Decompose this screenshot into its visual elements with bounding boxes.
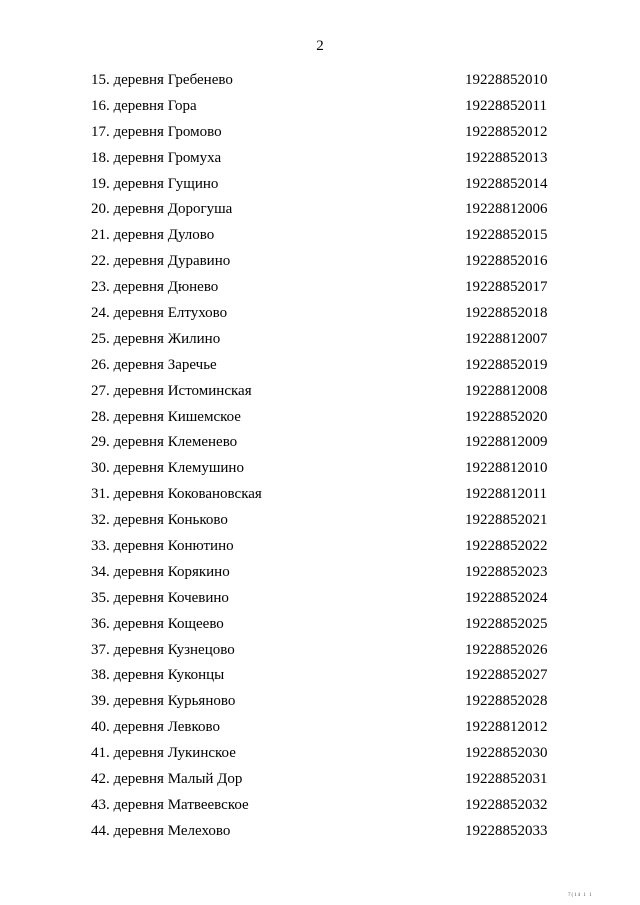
settlement-name: 37. деревня Кузнецово	[91, 641, 235, 658]
settlement-code: 19228852019	[465, 356, 548, 373]
list-item	[91, 691, 561, 717]
settlement-code: 19228812007	[465, 330, 548, 347]
list-item	[91, 510, 561, 536]
list-item	[91, 614, 561, 640]
settlement-name: 43. деревня Матвеевское	[91, 796, 249, 813]
settlement-code: 19228812008	[465, 382, 548, 399]
settlement-name: 16. деревня Гора	[91, 97, 197, 114]
list-item	[91, 174, 561, 200]
settlement-name: 15. деревня Гребенево	[91, 72, 233, 88]
list-item	[91, 407, 561, 433]
list-item	[91, 717, 561, 743]
list-item	[91, 665, 561, 691]
list-item	[91, 251, 561, 277]
settlement-name: 18. деревня Громуха	[91, 149, 222, 166]
list-item	[91, 821, 561, 847]
settlement-name: 41. деревня Лукинское	[91, 745, 236, 762]
settlement-name: 35. деревня Кочевино	[91, 589, 229, 606]
settlement-code: 19228852023	[465, 563, 548, 580]
settlement-list	[91, 70, 561, 847]
settlement-name: 17. деревня Громово	[91, 123, 222, 140]
list-item	[91, 381, 561, 407]
settlement-code: 19228852018	[465, 305, 548, 322]
settlement-name: 22. деревня Дуравино	[91, 253, 231, 270]
settlement-code: 19228852030	[465, 745, 548, 762]
list-item	[91, 562, 561, 588]
settlement-code: 19228852025	[465, 615, 548, 632]
page-number: 2	[316, 38, 324, 54]
list-item	[91, 458, 561, 484]
settlement-name: 40. деревня Левково	[91, 719, 221, 736]
settlement-code: 19228852022	[465, 538, 548, 555]
settlement-code: 19228852014	[465, 175, 548, 192]
settlement-code: 19228812006	[465, 201, 548, 218]
list-item	[91, 588, 561, 614]
settlement-name: 24. деревня Елтухово	[91, 305, 228, 322]
settlement-name: 28. деревня Кишемское	[91, 408, 241, 425]
settlement-name: 38. деревня Куконцы	[91, 667, 225, 684]
settlement-name: 21. деревня Дулово	[91, 227, 215, 244]
settlement-code: 19228852011	[465, 97, 547, 114]
footer-mark: 7(14 1 1	[568, 893, 593, 898]
settlement-name: 42. деревня Малый Дор	[91, 771, 243, 788]
settlement-name: 31. деревня Коковановская	[91, 486, 262, 503]
settlement-name: 34. деревня Корякино	[91, 563, 230, 580]
settlement-code: 19228852015	[465, 227, 548, 244]
settlement-name: 25. деревня Жилино	[91, 330, 221, 347]
list-item	[91, 303, 561, 329]
settlement-name: 44. деревня Мелехово	[91, 822, 231, 839]
settlement-code: 19228852017	[465, 279, 548, 296]
list-item	[91, 640, 561, 666]
settlement-name: 30. деревня Клемушино	[91, 460, 244, 477]
settlement-code: 19228812012	[465, 719, 548, 736]
settlement-code: 19228852013	[465, 149, 548, 166]
list-item	[91, 277, 561, 303]
list-item	[91, 122, 561, 148]
list-item	[91, 536, 561, 562]
settlement-code: 19228852031	[465, 771, 548, 788]
settlement-code: 19228852026	[465, 641, 548, 658]
settlement-name: 23. деревня Дюнево	[91, 279, 219, 296]
settlement-code: 19228812010	[465, 460, 548, 477]
settlement-code: 19228852027	[465, 667, 548, 684]
settlement-code: 19228812011	[465, 486, 547, 503]
list-item	[91, 355, 561, 381]
settlement-code: 19228852028	[465, 693, 548, 710]
list-item	[91, 148, 561, 174]
settlement-name: 20. деревня Дорогуша	[91, 201, 233, 218]
list-item	[91, 329, 561, 355]
settlement-code: 19228812009	[465, 434, 548, 451]
list-item	[91, 199, 561, 225]
list-item	[91, 769, 561, 795]
settlement-code: 19228852012	[465, 123, 548, 140]
list-item	[91, 743, 561, 769]
list-item	[91, 96, 561, 122]
settlement-name: 26. деревня Заречье	[91, 356, 217, 373]
settlement-code: 19228852020	[465, 408, 548, 425]
settlement-code: 19228852024	[465, 589, 548, 606]
settlement-code: 19228852021	[465, 512, 548, 529]
settlement-name: 29. деревня Клеменево	[91, 434, 238, 451]
settlement-code: 19228852033	[465, 822, 548, 839]
list-item	[91, 484, 561, 510]
settlement-name: 36. деревня Кощеево	[91, 615, 224, 632]
settlement-name: 27. деревня Истоминская	[91, 382, 252, 399]
settlement-name: 19. деревня Гущино	[91, 175, 219, 192]
list-item	[91, 225, 561, 251]
settlement-code: 19228852032	[465, 796, 548, 813]
list-item	[91, 795, 561, 821]
settlement-code: 19228852010	[465, 72, 548, 88]
list-item	[91, 70, 561, 96]
settlement-code: 19228852016	[465, 253, 548, 270]
settlement-name: 32. деревня Коньково	[91, 512, 228, 529]
settlement-name: 33. деревня Конютино	[91, 538, 234, 555]
list-item	[91, 432, 561, 458]
settlement-name: 39. деревня Курьяново	[91, 693, 236, 710]
